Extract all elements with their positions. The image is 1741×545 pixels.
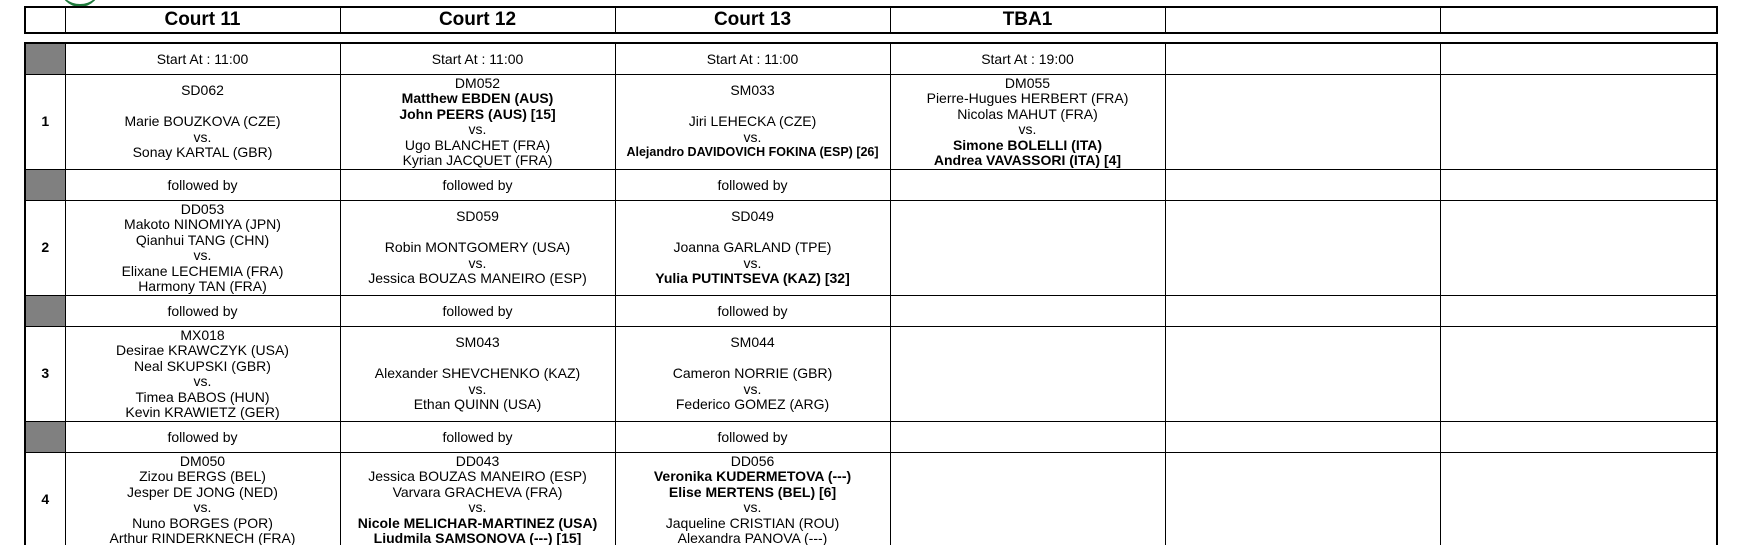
match-cell [1440, 75, 1717, 170]
match-cell [1165, 453, 1440, 545]
player-name: Makoto NINOMIYA (JPN) [124, 216, 281, 232]
followed-by-label [890, 422, 1165, 453]
versus-label: vs. [468, 254, 487, 271]
court-name [1440, 7, 1717, 33]
player-name: Zizou BERGS (BEL) [139, 468, 266, 484]
followed-by-label [890, 296, 1165, 327]
player-name: Harmony TAN (FRA) [138, 278, 267, 294]
followed-by-label: followed by [615, 170, 890, 201]
match-row [25, 75, 1717, 170]
match-cell [1165, 327, 1440, 422]
versus-label: vs. [193, 373, 212, 389]
followed-by-label: followed by [65, 170, 340, 201]
player-name: Jessica BOUZAS MANEIRO (ESP) [368, 468, 587, 484]
player-name: Qianhui TANG (CHN) [135, 231, 270, 248]
match-cell [65, 201, 340, 296]
match-row [25, 453, 1717, 545]
player-name [341, 225, 615, 241]
match-code: MX018 [180, 326, 225, 343]
match-cell [615, 453, 890, 545]
player-name: Liudmila SAMSONOVA (---) [15] [373, 530, 582, 545]
player-name: Arthur RINDERKNECH (FRA) [109, 530, 296, 545]
player-name: Yulia PUTINTSEVA (KAZ) [32] [655, 270, 850, 287]
player-name: Nicole MELICHAR-MARTINEZ (USA) [357, 514, 598, 531]
schedule-body [25, 43, 1717, 545]
player-name: Simone BOLELLI (ITA) [952, 136, 1103, 153]
match-code: DD053 [180, 200, 225, 217]
player-name: Marie BOUZKOVA (CZE) [124, 113, 281, 130]
versus-label: vs. [193, 499, 212, 515]
match-cell [340, 201, 615, 296]
followed-by-label [1440, 170, 1717, 201]
followed-by-row [25, 296, 1717, 327]
match-code: SM044 [730, 334, 775, 351]
match-cell [340, 453, 615, 545]
match-cell [65, 75, 340, 170]
followed-by-label: followed by [65, 296, 340, 327]
versus-label: vs. [468, 380, 487, 397]
player-name: Desirae KRAWCZYK (USA) [116, 342, 289, 358]
player-name: Matthew EBDEN (AUS) [401, 90, 554, 106]
match-cell [615, 201, 890, 296]
player-name: Varvara GRACHEVA (FRA) [392, 483, 563, 500]
followed-by-row [25, 170, 1717, 201]
start-time: Start At : 11:00 [340, 43, 615, 75]
match-code: DD056 [730, 452, 775, 469]
followed-by-label [1165, 170, 1440, 201]
start-time: Start At : 19:00 [890, 43, 1165, 75]
player-name: Pierre-Hugues HERBERT (FRA) [926, 90, 1129, 106]
match-cell [65, 327, 340, 422]
player-name: Ugo BLANCHET (FRA) [404, 136, 551, 153]
schedule-table [24, 42, 1718, 545]
player-name: John PEERS (AUS) [15] [399, 105, 556, 122]
followed-by-label [1440, 296, 1717, 327]
player-name [616, 225, 890, 241]
match-cell [890, 75, 1165, 170]
followed-by-label [1165, 422, 1440, 453]
start-time-row [25, 43, 1717, 75]
match-code: SD062 [181, 82, 224, 99]
player-name [66, 99, 340, 115]
versus-label: vs. [193, 128, 212, 145]
versus-label: vs. [1018, 121, 1037, 137]
match-cell [340, 327, 615, 422]
match-cell [890, 201, 1165, 296]
start-time: Start At : 11:00 [615, 43, 890, 75]
match-code: DM052 [454, 74, 501, 91]
match-code: DD043 [455, 452, 500, 469]
match-order-number: 1 [25, 75, 65, 170]
court-header-table [24, 6, 1718, 34]
match-code: DM050 [179, 452, 226, 469]
followed-by-label [1440, 422, 1717, 453]
player-name: Kevin KRAWIETZ (GER) [125, 404, 280, 420]
followed-by-row [25, 422, 1717, 453]
player-name: Jiri LEHECKA (CZE) [688, 113, 817, 130]
player-name [616, 351, 890, 367]
match-cell [1440, 453, 1717, 545]
player-name [616, 99, 890, 115]
court-name [1165, 7, 1440, 33]
player-name: Nuno BORGES (POR) [132, 514, 273, 531]
player-name: Veronika KUDERMETOVA (---) [653, 468, 852, 484]
player-name: Federico GOMEZ (ARG) [675, 396, 830, 413]
start-time: Start At : 11:00 [65, 43, 340, 75]
court-header-row [25, 7, 1717, 33]
match-row [25, 201, 1717, 296]
start-time [1440, 43, 1717, 75]
versus-label: vs. [743, 128, 762, 145]
player-name: Jaqueline CRISTIAN (ROU) [665, 514, 840, 531]
match-cell [1165, 201, 1440, 296]
followed-by-label [890, 170, 1165, 201]
versus-label: vs. [743, 380, 762, 397]
player-name: Jesper DE JONG (NED) [127, 483, 278, 500]
order-gap-cell [25, 170, 65, 201]
court-name: Court 13 [615, 7, 890, 33]
versus-label: vs. [193, 247, 212, 263]
match-cell [1440, 327, 1717, 422]
player-name: Nicolas MAHUT (FRA) [957, 105, 1098, 122]
player-name: Elise MERTENS (BEL) [6] [668, 483, 837, 500]
match-cell [1165, 75, 1440, 170]
match-cell [340, 75, 615, 170]
player-name: Jessica BOUZAS MANEIRO (ESP) [368, 270, 587, 287]
followed-by-label: followed by [340, 422, 615, 453]
player-name: Kyrian JACQUET (FRA) [402, 152, 553, 168]
followed-by-label [1165, 296, 1440, 327]
player-name: Alejandro DAVIDOVICH FOKINA (ESP) [26] [626, 145, 879, 160]
followed-by-label: followed by [65, 422, 340, 453]
versus-label: vs. [468, 121, 487, 137]
match-order-number: 4 [25, 453, 65, 545]
match-code: SD059 [456, 208, 499, 225]
versus-label: vs. [743, 254, 762, 271]
match-code: SM043 [455, 334, 500, 351]
player-name: Alexandra PANOVA (---) [677, 530, 828, 545]
match-cell [890, 327, 1165, 422]
player-name: Joanna GARLAND (TPE) [673, 239, 832, 256]
court-name: Court 11 [65, 7, 340, 33]
player-name: Andrea VAVASSORI (ITA) [4] [933, 152, 1122, 168]
match-row [25, 327, 1717, 422]
player-name: Cameron NORRIE (GBR) [672, 365, 833, 382]
followed-by-label: followed by [340, 296, 615, 327]
court-name: TBA1 [890, 7, 1165, 33]
order-gap-cell [25, 422, 65, 453]
player-name: Timea BABOS (HUN) [135, 388, 270, 405]
match-cell [1440, 201, 1717, 296]
corner-cell [25, 7, 65, 33]
player-name: Ethan QUINN (USA) [413, 396, 542, 413]
match-cell [615, 75, 890, 170]
start-time [1165, 43, 1440, 75]
player-name [341, 351, 615, 367]
match-code: SM033 [730, 82, 775, 99]
followed-by-label: followed by [340, 170, 615, 201]
match-order-number: 3 [25, 327, 65, 422]
match-cell [615, 327, 890, 422]
followed-by-label: followed by [615, 296, 890, 327]
versus-label: vs. [743, 499, 762, 515]
player-name: Sonay KARTAL (GBR) [132, 144, 273, 161]
match-order-number: 2 [25, 201, 65, 296]
order-gap-cell [25, 296, 65, 327]
match-code: DM055 [1004, 74, 1051, 91]
player-name: Alexander SHEVCHENKO (KAZ) [374, 365, 581, 382]
player-name: Elixane LECHEMIA (FRA) [121, 262, 284, 279]
court-name: Court 12 [340, 7, 615, 33]
order-gap-cell [25, 43, 65, 75]
match-cell [65, 453, 340, 545]
player-name: Neal SKUPSKI (GBR) [134, 357, 271, 374]
match-cell [890, 453, 1165, 545]
match-code: SD049 [731, 208, 774, 225]
player-name: Robin MONTGOMERY (USA) [384, 239, 571, 256]
versus-label: vs. [468, 499, 487, 515]
followed-by-label: followed by [615, 422, 890, 453]
